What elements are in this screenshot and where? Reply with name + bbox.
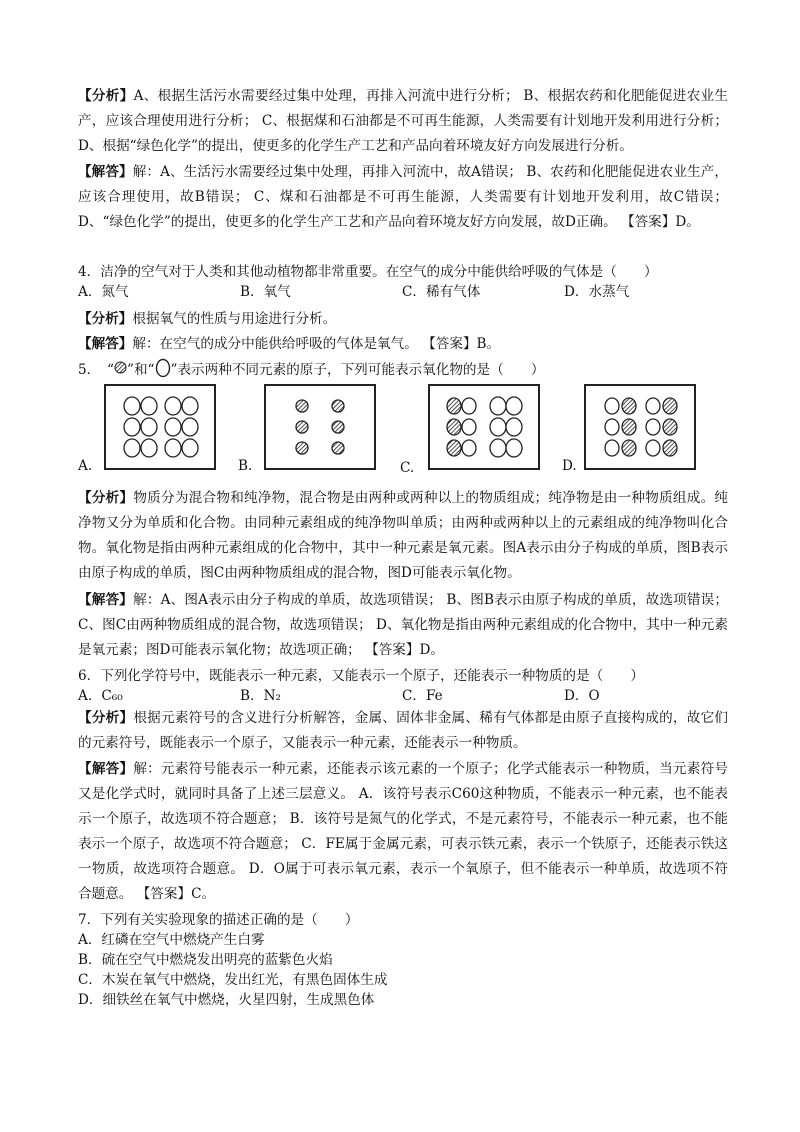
empty-atom [490, 418, 506, 436]
solution-tag: 【解答】 [78, 761, 134, 777]
empty-atom [165, 418, 181, 436]
analysis-tag: 【分析】 [78, 710, 134, 726]
hatched-atom-icon [114, 361, 127, 374]
hatched-atom [447, 398, 461, 414]
empty-atom [124, 397, 140, 415]
q3-solution [78, 160, 728, 235]
hatched-atom [296, 421, 308, 433]
q7-option-b: B．硫在空气中燃烧发出明亮的蓝紫色火焰 [78, 952, 333, 968]
empty-atom [182, 418, 198, 436]
diagram-a [104, 384, 216, 470]
q5-option-d: D. [562, 458, 577, 474]
q5-stem-suffix: ”表示两种不同元素的原子，下列可能表示氧化物的是（ ） [170, 362, 545, 378]
empty-atom [124, 418, 140, 436]
empty-atom [182, 397, 198, 415]
q6-option-b: B．N₂ [240, 688, 281, 704]
hatched-atom [663, 440, 677, 456]
q4-option-c: C．稀有气体 [402, 284, 481, 300]
q4-solution-text: 解：在空气的成分中能供给呼吸的气体是氧气。 【答案】B。 [132, 336, 501, 352]
diagram-b [264, 384, 376, 470]
q5-solution [78, 588, 728, 663]
diagram-d-particles [586, 386, 694, 468]
empty-atom [141, 439, 157, 457]
empty-atom [646, 398, 660, 414]
hatched-atom [332, 421, 344, 433]
q3-analysis-text: A、根据生活污水需要经过集中处理，再排入河流中进行分析； B、根据农药和化肥能促进农业生产，应该合理使用进行分析； C、根据煤和石油都是不可再生能源，人类需要有计划地开发利用进行分析； D、根据“绿色化学”的提出，使更多的化学生产工艺和产品向着环境友好方向发展进行分析。 [78, 88, 729, 154]
q5-stem-mid: ”和“ [127, 362, 155, 378]
q6-option-a: A．C₆₀ [78, 688, 123, 704]
q5-option-a: A. [78, 458, 93, 474]
q6-option-d: D．O [564, 688, 600, 704]
q4-analysis [78, 309, 336, 329]
q7-option-a: A．红磷在空气中燃烧产生白雾 [78, 932, 265, 948]
q7-option-d: D．细铁丝在氧气中燃烧，火星四射，生成黑色体 [78, 992, 375, 1008]
empty-atom [605, 440, 619, 456]
q5-option-c: C. [400, 460, 415, 476]
empty-atom [182, 439, 198, 457]
q4-option-a: A．氮气 [78, 284, 129, 300]
q6-solution-text: 解：元素符号能表示一种元素，还能表示该元素的一个原子；化学式能表示一种物质，当元素符号又是化学式时，就同时具备了上述三层意义。 A．该符号表示C60这种物质，不能表示一种元素，也不能表示一个原子，故选项不符合题意； B．该符号是氮气的化学式，不是元素符号，不能表示一种元素，也不能表示一个原子，故选项不符合题意； C．FE属于金属元素，可表示铁元素，表示一个铁原子，还能表示铁这一物质，故选项符合题意。 D．O属于可表示氧元素，表示一个氧原子，但不能表示一种单质，故选项不符合题意。 【答案】C。 [78, 761, 729, 902]
hatched-atom [332, 442, 344, 454]
empty-atom [506, 397, 522, 415]
q6-solution [78, 757, 728, 907]
hatched-atom [332, 400, 344, 412]
diagram-b-particles [266, 386, 374, 468]
empty-atom-icon [155, 358, 171, 378]
empty-atom [141, 418, 157, 436]
empty-atom [165, 439, 181, 457]
hatched-atom [296, 400, 308, 412]
q3-analysis [78, 84, 728, 159]
empty-atom [490, 439, 506, 457]
diagram-c [428, 384, 540, 470]
q5-stem [78, 360, 544, 381]
q5-stem-prefix: 5． “ [78, 362, 114, 378]
hatched-atom [663, 419, 677, 435]
q6-option-c: C．Fe [402, 688, 443, 704]
diagram-d [584, 384, 696, 470]
hatched-atom [447, 419, 461, 435]
empty-atom [506, 418, 522, 436]
hatched-atom [447, 440, 461, 456]
empty-atom [605, 419, 619, 435]
diagram-a-particles [106, 386, 214, 468]
solution-tag: 【解答】 [78, 336, 133, 352]
empty-atom [124, 439, 140, 457]
solution-tag: 【解答】 [78, 164, 133, 180]
hatched-atom [622, 419, 636, 435]
empty-atom [141, 397, 157, 415]
empty-atom [490, 397, 506, 415]
q5-solution-text: 解：A、图A表示由分子构成的单质，故选项错误； B、图B表示由原子构成的单质，故选项错误； C、图C由两种物质组成的混合物，故选项错误； D、氧化物是指由两种元素组成的化合物中，其中一种元素是氧元素；图D可能表示氧化物；故选项正确； 【答案】D。 [78, 592, 729, 658]
q5-analysis [78, 486, 728, 586]
q5-analysis-text: 物质分为混合物和纯净物，混合物是由两种或两种以上的物质组成；纯净物是由一种物质组成。纯净物又分为单质和化合物。由同种元素组成的纯净物叫单质；由两种或两种以上的元素组成的纯净物叫化合物。氧化物是指由两种元素组成的化合物中，其中一种元素是氧元素。图A表示由分子构成的单质，图B表示由原子构成的单质，图C由两种物质组成的混合物，图D可能表示氧化物。 [78, 490, 729, 581]
hatched-atom [663, 398, 677, 414]
q3-solution-text: 解：A、生活污水需要经过集中处理，再排入河流中，故A错误； B、农药和化肥能促进农业生产，应该合理使用，故B错误； C、煤和石油都是不可再生能源，人类需要有计划地开发利用，故C错误； D、“绿色化学”的提出，使更多的化学生产工艺和产品向着环境友好方向发展，故D正确。 【答案】D。 [78, 164, 728, 230]
q4-analysis-text: 根据氧气的性质与用途进行分析。 [132, 311, 337, 327]
analysis-tag: 【分析】 [78, 88, 134, 104]
analysis-tag: 【分析】 [78, 311, 133, 327]
empty-atom [165, 397, 181, 415]
q4-option-d: D．水蒸气 [564, 284, 630, 300]
hatched-atom [622, 398, 636, 414]
q6-stem: 6．下列化学符号中，既能表示一种元素，又能表示一个原子，还能表示一种物质的是（ ） [78, 668, 644, 684]
q4-solution [78, 334, 500, 354]
diagram-c-particles [430, 386, 538, 468]
q5-option-b: B. [238, 458, 253, 474]
empty-atom [605, 398, 619, 414]
q6-analysis [78, 706, 728, 756]
analysis-tag: 【分析】 [78, 490, 134, 506]
empty-atom [462, 398, 476, 414]
hatched-atom [296, 442, 308, 454]
empty-atom [646, 419, 660, 435]
empty-atom [646, 440, 660, 456]
hatched-atom [622, 440, 636, 456]
q7-stem: 7．下列有关实验现象的描述正确的是（ ） [78, 912, 359, 928]
empty-atom [506, 439, 522, 457]
empty-atom [462, 419, 476, 435]
q4-option-b: B．氧气 [240, 284, 291, 300]
q4-stem: 4．洁净的空气对于人类和其他动植物都非常重要。在空气的成分中能供给呼吸的气体是（ ） [78, 264, 658, 280]
solution-tag: 【解答】 [78, 592, 134, 608]
q6-analysis-text: 根据元素符号的含义进行分析解答，金属、固体非金属、稀有气体都是由原子直接构成的，故它们的元素符号，既能表示一个原子，又能表示一种元素，还能表示一种物质。 [78, 710, 729, 751]
empty-atom [462, 440, 476, 456]
q7-option-c: C．木炭在氧气中燃烧，发出红光，有黑色固体生成 [78, 972, 388, 988]
